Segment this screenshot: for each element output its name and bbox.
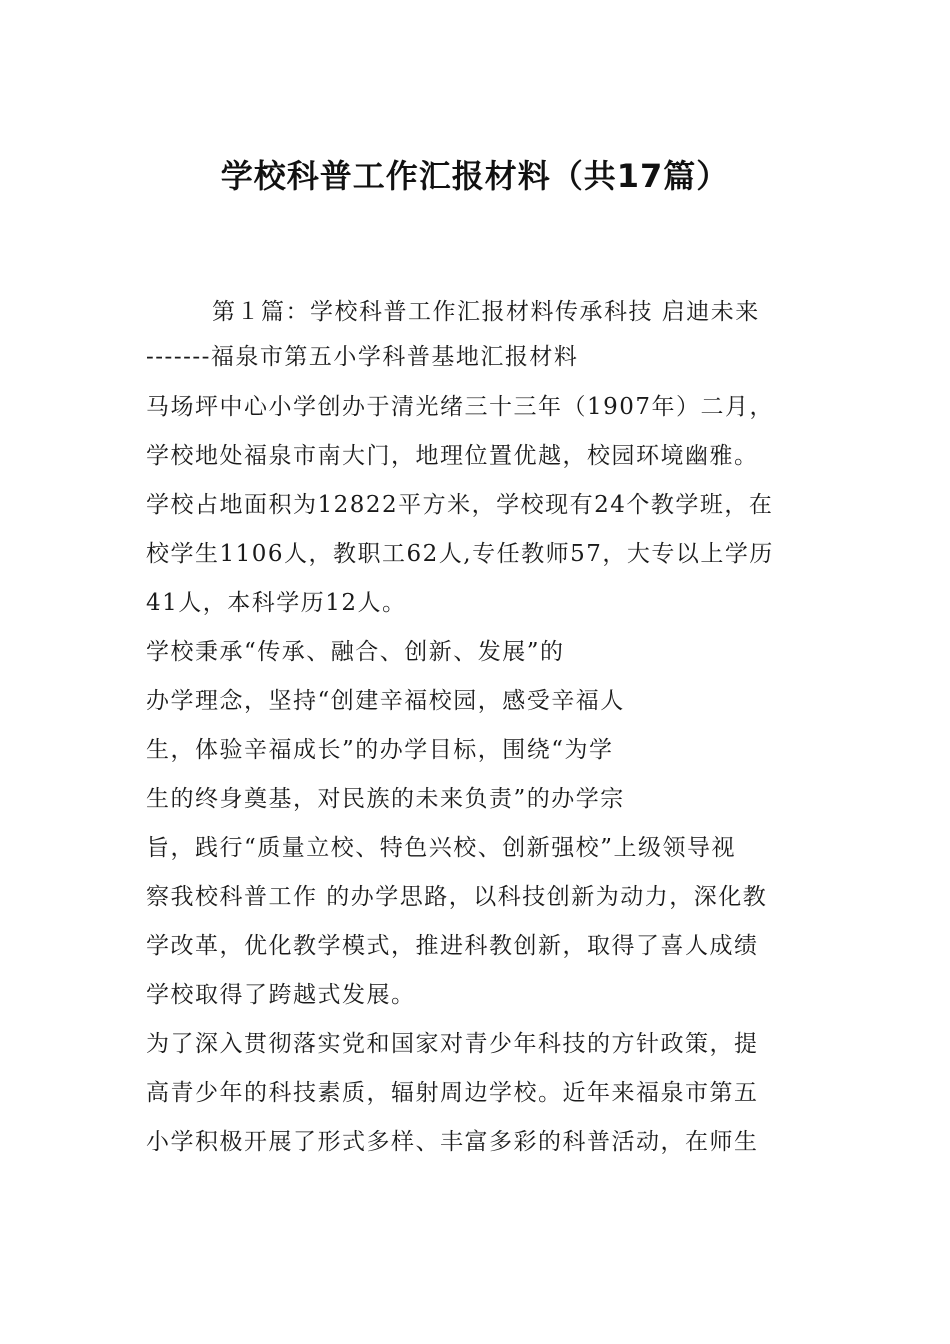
paragraph-line: 学校秉承“传承、融合、创新、发展”的 [146, 639, 565, 665]
chapter-subtitle: -------福泉市第五小学科普基地汇报材料 [146, 344, 579, 370]
paragraph-line: 为了深入贯彻落实党和国家对青少年科技的方针政策，提 [146, 1031, 759, 1057]
paragraph-line: 小学积极开展了形式多样、丰富多彩的科普活动，在师生 [146, 1129, 759, 1155]
paragraph-line: 学校地处福泉市南大门，地理位置优越，校园环境幽雅。 [146, 443, 759, 469]
paragraph-line: 41人，本科学历12人。 [146, 590, 407, 616]
paragraph-line: 生，体验辛福成长”的办学目标，围绕“为学 [146, 737, 614, 763]
paragraph-line: 学改革，优化教学模式，推进科教创新，取得了喜人成绩 [146, 933, 759, 959]
paragraph-line: 学校取得了跨越式发展。 [146, 982, 416, 1008]
paragraph-line: 生的终身奠基，对民族的未来负责”的办学宗 [146, 786, 625, 812]
paragraph-line: 马场坪中心小学创办于清光绪三十三年（1907年）二月， [146, 394, 775, 420]
paragraph-line: 办学理念，坚持“创建辛福校园，感受辛福人 [146, 688, 625, 714]
paragraph-line: 察我校科普工作 的办学思路，以科技创新为动力，深化教 [146, 884, 768, 910]
chapter-heading: 第１篇：学校科普工作汇报材料传承科技 启迪未来 [212, 299, 760, 325]
paragraph-line: 高青少年的科技素质，辐射周边学校。近年来福泉市第五 [146, 1080, 759, 1106]
paragraph-line: 旨，践行“质量立校、特色兴校、创新强校”上级领导视 [146, 835, 737, 861]
document-body [146, 288, 810, 1167]
paragraph-line: 学校占地面积为12822平方米，学校现有24个教学班，在 [146, 492, 774, 518]
paragraph-line: 校学生1106人，教职工62人,专任教师57，大专以上学历 [146, 541, 774, 567]
document-title: 学校科普工作汇报材料（共17篇） [220, 157, 730, 195]
